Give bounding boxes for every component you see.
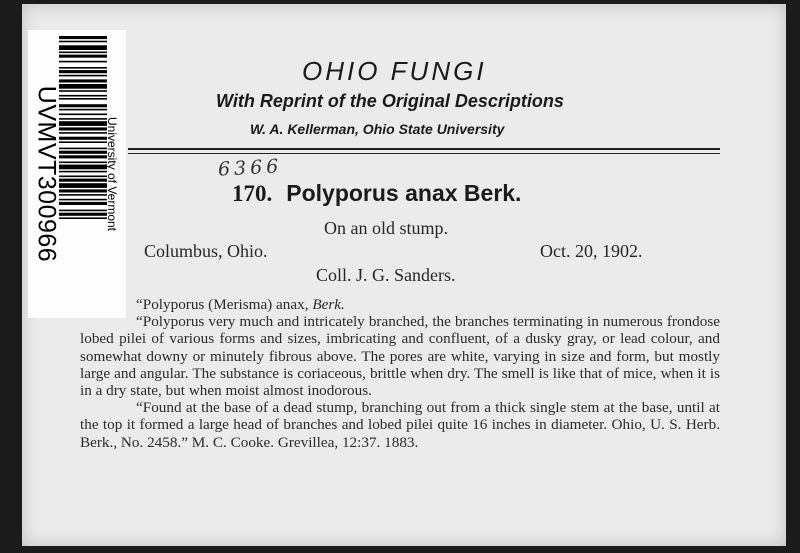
- description-citation: [80, 296, 720, 313]
- collection-date: Oct. 20, 1902.: [540, 241, 643, 261]
- handwritten-number: 6366: [217, 155, 283, 181]
- page-title: OHIO FUNGI: [302, 56, 487, 86]
- citation-author: Berk.: [312, 296, 345, 313]
- description-paragraph: “Found at the base of a dead stump, branching out from a thick single stem at the base, until at the top it formed a large head of branches and lobed pilei quite 16 inches in diameter. Ohio, U. S. Herb. Berk., No. 2458.” M. C. Cooke. Grevillea, 12:37. 1883.: [80, 399, 720, 451]
- subtitle: With Reprint of the Original Descriptions: [216, 91, 564, 111]
- description: [80, 296, 720, 451]
- institution-text: University of Vermont: [105, 116, 119, 232]
- divider-thick: [128, 148, 720, 150]
- barcode-institution: [100, 30, 124, 318]
- locality: Columbus, Ohio.: [144, 241, 268, 261]
- collector: Coll. J. G. Sanders.: [316, 265, 456, 285]
- barcode-number: [28, 30, 63, 318]
- citation-text: “Polyporus (Merisma) anax,: [136, 296, 313, 313]
- species-heading: [232, 180, 521, 207]
- barcode-number-text: UVMVT300966: [32, 85, 60, 263]
- substrate: On an old stump.: [324, 218, 448, 238]
- description-paragraph: “Polyporus very much and intricately branched, the branches terminating in numerous frondose lobed pilei of various forms and sizes, imbricating and confluent, of a dusky gray, or lead colour, and somewhat downy or minutely fibrous above. The pores are white, varying in size and form, but mostly large and angular. The substance is coriaceous, brittle when dry. The smell is like that of mice, when it is in a dry state, but when moist almost inodorous.: [80, 313, 720, 400]
- divider-thin: [128, 153, 720, 154]
- author-line: W. A. Kellerman, Ohio State University: [250, 121, 505, 137]
- specimen-number: 170.: [232, 181, 273, 206]
- species-name: Polyporus anax Berk.: [286, 180, 522, 206]
